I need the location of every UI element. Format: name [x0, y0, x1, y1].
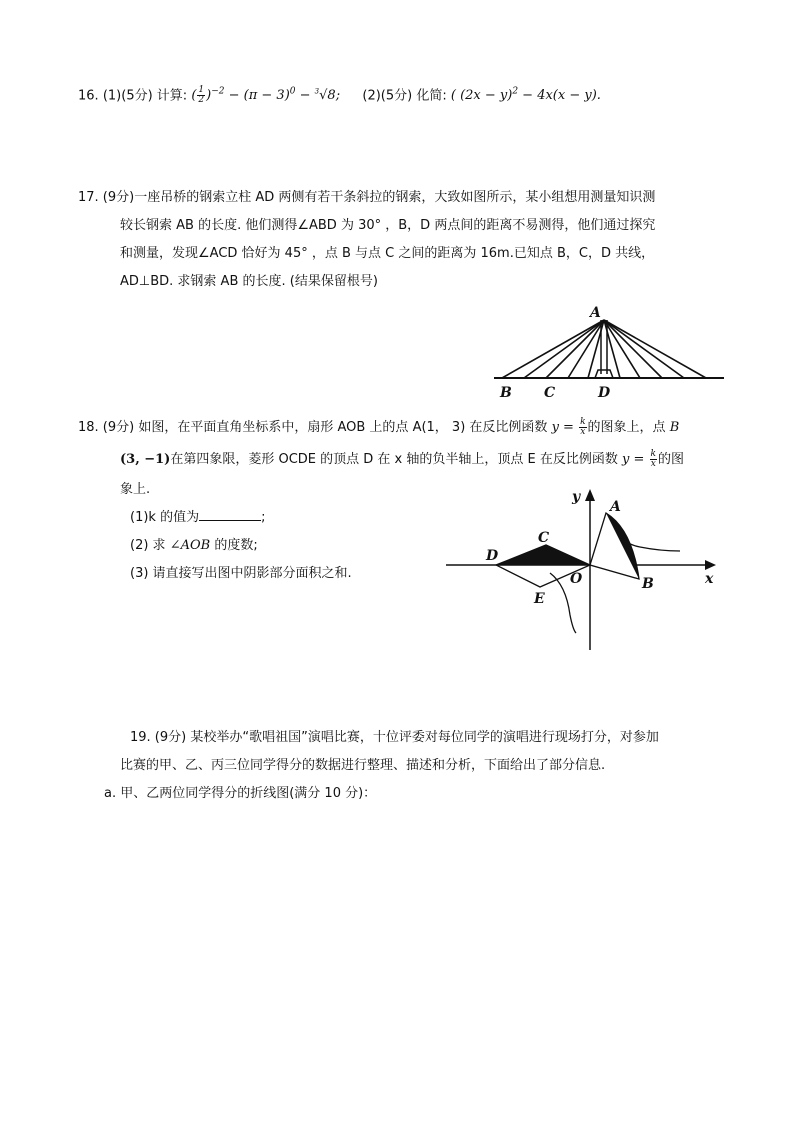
q16-expression-2: ( $(2x - y)^2 - 4x(x - y)$.	[450, 87, 601, 104]
y-axis-label: y	[572, 489, 581, 505]
q18-line-1: 18. (9分) 如图，在平面直角坐标系中，扇形 AOB 上的点 A(1， 3) 在反比例函数 y = $\frac{k}{x}$ 的图象上，点 B	[78, 417, 680, 437]
rhombus-shaded	[496, 545, 590, 565]
x-axis-label: x	[705, 571, 714, 587]
q18-sub-1: (1)k 的值为 ;	[130, 510, 266, 525]
q19-line-2: 比赛的甲、乙、丙三位同学得分的数据进行整理、描述和分析，下面给出了部分信息.	[120, 758, 606, 773]
q17-line-4: AD⊥BD. 求钢索 AB 的长度. (结果保留根号)	[120, 274, 378, 289]
q19-line-3: a. 甲、乙两位同学得分的折线图(满分 10 分)：	[104, 786, 377, 801]
point-c-label: C	[538, 530, 550, 546]
q17-line-3: 和测量，发现∠ACD 恰好为 45° ，点 B 与点 C 之间的距离为 16m.已知点 B，C，D 共线，	[120, 246, 655, 261]
q19-line-1: 19. (9分) 某校举办“歌唱祖国”演唱比赛，十位评委对每位同学的演唱进行现场打分，对参加	[130, 730, 659, 745]
question-16	[78, 82, 601, 106]
q18-sub-3: (3) 请直接写出图中阴影部分面积之和.	[130, 566, 352, 581]
point-d-label: D	[486, 548, 499, 564]
coordinate-figure	[440, 485, 730, 655]
answer-blank[interactable]	[199, 508, 261, 521]
y-axis-arrow	[585, 489, 595, 501]
bridge-label-d: D	[598, 385, 611, 401]
bridge-label-a: A	[590, 305, 601, 321]
origin-label: O	[570, 571, 583, 587]
q16-number: 16.	[78, 88, 99, 104]
q17-line-1: 17. (9分)一座吊桥的钢索立柱 AD 两侧有若干条斜拉的钢索，大致如图所示，某小组想用测量知识测	[78, 190, 656, 205]
bridge-figure	[490, 300, 730, 405]
q17-line-2: 较长钢索 AB 的长度. 他们测得∠ABD 为 30° ，B，D 两点间的距离不易测得，他们通过探究	[120, 218, 656, 233]
bridge-label-c: C	[544, 385, 556, 401]
x-axis-arrow	[705, 560, 716, 570]
point-a-label: A	[610, 499, 621, 515]
q16-part1-label: (1)(5分) 计算:	[102, 88, 188, 104]
q18-line-3: 象上.	[120, 482, 151, 497]
bridge-label-b: B	[500, 385, 512, 401]
q18-line-2: (3, −1)在第四象限，菱形 OCDE 的顶点 D 在 x 轴的负半轴上，顶点 E 在反比例函数 y = $\frac{k}{x}$ 的图	[120, 449, 684, 469]
point-e-label: E	[534, 591, 545, 607]
q18-sub-2: (2) 求 ∠AOB 的度数;	[130, 538, 258, 553]
bridge-tower-base	[595, 370, 613, 378]
q16-part2-label: (2)(5分) 化简:	[362, 88, 447, 104]
point-b-label: B	[642, 576, 654, 592]
q16-expression-1: ( $\frac{1}{2}$ )$^{-2} - (\pi - 3)^0 - ^3√8$;	[191, 85, 341, 106]
